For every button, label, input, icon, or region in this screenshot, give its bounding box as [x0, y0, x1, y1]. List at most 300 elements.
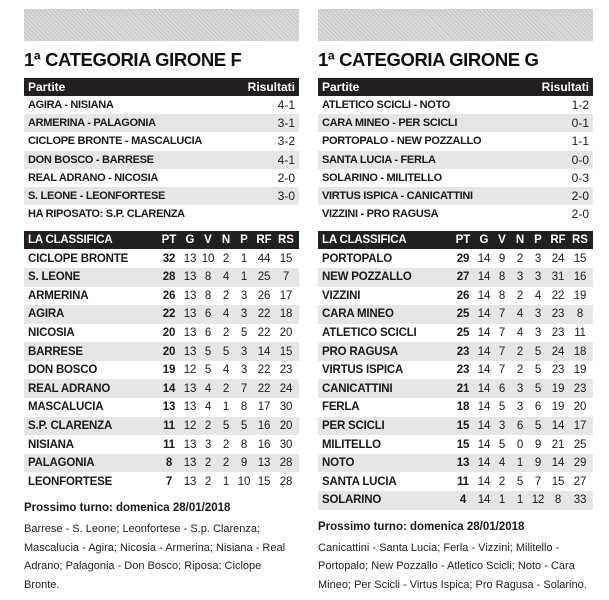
standings-table — [24, 249, 299, 491]
wins: 2 — [204, 475, 212, 488]
draws: 2 — [222, 382, 230, 395]
team-name: MASCALUCIA — [28, 401, 104, 414]
team-name: ATLETICO SCICLI — [322, 326, 417, 339]
result-row — [24, 96, 299, 114]
goals-for: 15 — [551, 475, 565, 488]
standings-header — [24, 231, 299, 249]
standings-table — [318, 249, 593, 509]
played: 14 — [477, 289, 491, 302]
wins: 1 — [498, 494, 506, 507]
standings-row — [318, 268, 593, 287]
goals-against: 7 — [282, 271, 290, 284]
points: 28 — [162, 271, 176, 284]
points: 8 — [165, 457, 173, 470]
draws: 2 — [516, 289, 524, 302]
standings-row — [24, 435, 299, 454]
losses: 1 — [240, 252, 248, 265]
result-row — [318, 96, 593, 114]
played: 14 — [477, 457, 491, 470]
team-name: BARRESE — [28, 345, 83, 358]
standings-row — [318, 361, 593, 380]
losses: 9 — [534, 457, 542, 470]
team-name: NICOSIA — [28, 326, 75, 339]
points: 25 — [456, 308, 470, 321]
goals-against: 11 — [574, 326, 586, 339]
goals-for: 22 — [257, 326, 271, 339]
team-name: PER SCICLI — [322, 419, 385, 432]
standings-row — [24, 249, 299, 268]
goals-against: 8 — [576, 308, 584, 321]
standings-row — [24, 361, 299, 380]
team-name: NEW POZZALLO — [322, 271, 412, 284]
goals-for: 23 — [551, 364, 565, 377]
result-row — [24, 169, 299, 187]
losses: 3 — [534, 252, 542, 265]
wins: 5 — [204, 364, 212, 377]
header-points: PT — [161, 234, 177, 247]
team-name: S. LEONE — [28, 271, 81, 284]
wins: 9 — [498, 252, 506, 265]
wins: 3 — [204, 438, 212, 451]
standings-row — [318, 417, 593, 436]
wins: 4 — [498, 457, 506, 470]
losses: 5 — [534, 345, 542, 358]
match-name: ARMERINA - PALAGONIA — [28, 117, 156, 130]
wins: 6 — [498, 382, 506, 395]
team-name: SOLARINO — [322, 494, 382, 507]
match-score: 1-1 — [571, 134, 589, 149]
draws: 3 — [516, 382, 524, 395]
header-wins: V — [498, 234, 506, 247]
played: 14 — [477, 271, 491, 284]
points: 13 — [162, 401, 176, 414]
standings-row — [318, 435, 593, 454]
draws: 0 — [516, 438, 524, 451]
points: 32 — [162, 252, 176, 265]
standings-row — [318, 249, 593, 268]
losses: 5 — [534, 419, 542, 432]
played: 14 — [477, 326, 491, 339]
wins: 2 — [498, 475, 506, 488]
match-name: VIZZINI - PRO RAGUSA — [322, 208, 439, 221]
points: 19 — [162, 364, 176, 377]
played: 14 — [477, 382, 491, 395]
match-name: SOLARINO - MILITELLO — [322, 171, 442, 184]
losses: 3 — [534, 326, 542, 339]
points: 11 — [163, 438, 175, 451]
wins: 4 — [204, 401, 212, 414]
draws: 5 — [516, 475, 524, 488]
match-score: 3-1 — [277, 116, 295, 131]
goals-for: 13 — [257, 457, 271, 470]
points: 21 — [456, 382, 470, 395]
losses: 1 — [240, 271, 248, 284]
goals-against: 25 — [573, 438, 587, 451]
match-name: S. LEONE - LEONFORTESE — [28, 190, 166, 203]
goals-for: 19 — [551, 401, 565, 414]
goals-for: 16 — [257, 438, 271, 451]
wins: 4 — [204, 382, 212, 395]
points: 23 — [456, 364, 470, 377]
draws: 1 — [222, 401, 230, 414]
points: 22 — [162, 308, 176, 321]
standings-row — [318, 287, 593, 306]
points: 11 — [163, 419, 175, 432]
result-row — [318, 187, 593, 205]
played: 14 — [477, 475, 491, 488]
next-round-title: Prossimo turno: domenica 28/01/2018 — [318, 520, 525, 533]
standings-row — [24, 305, 299, 324]
losses: 6 — [534, 401, 542, 414]
team-name: FERLA — [322, 401, 360, 414]
section-title: 1ª CATEGORIA GIRONE F — [24, 49, 242, 70]
match-name: ATLETICO SCICLI - NOTO — [322, 99, 451, 112]
standings-row — [24, 268, 299, 287]
team-name: REAL ADRANO — [28, 382, 111, 395]
draws: 1 — [516, 457, 524, 470]
goals-against: 23 — [573, 382, 587, 395]
match-name: DON BOSCO - BARRESE — [28, 153, 154, 166]
played: 13 — [183, 475, 197, 488]
match-score: 1-2 — [571, 98, 589, 113]
header-goals-against: RS — [572, 234, 588, 247]
played: 14 — [477, 494, 491, 507]
losses: 5 — [534, 364, 542, 377]
draws: 6 — [516, 419, 524, 432]
goals-against: 18 — [279, 308, 293, 321]
team-name: PALAGONIA — [28, 457, 95, 470]
wins: 8 — [204, 271, 212, 284]
header-goals-for: RF — [256, 234, 272, 247]
header-draws: N — [221, 234, 231, 247]
girone-g-column — [318, 9, 593, 594]
match-score: 2-0 — [571, 207, 589, 222]
standings-row — [24, 324, 299, 343]
header-losses: P — [534, 234, 542, 247]
goals-for: 26 — [257, 289, 271, 302]
header-team-name: LA CLASSIFICA — [322, 234, 407, 247]
result-row — [24, 187, 299, 205]
goals-against: 17 — [573, 419, 587, 432]
played: 14 — [477, 419, 491, 432]
goals-against: 24 — [279, 382, 293, 395]
standings-row — [318, 305, 593, 324]
wins: 6 — [204, 326, 212, 339]
standings-row — [318, 398, 593, 417]
results-header-matches: Partite — [322, 80, 360, 94]
wins: 7 — [498, 345, 506, 358]
goals-for: 24 — [551, 252, 565, 265]
losses: 8 — [240, 401, 248, 414]
rest-note-text: HA RIPOSATO: S.P. CLARENZA — [28, 208, 185, 221]
goals-for: 23 — [551, 308, 565, 321]
standings-row — [318, 491, 593, 510]
wins: 8 — [498, 271, 506, 284]
losses: 3 — [534, 271, 542, 284]
wins: 7 — [498, 364, 506, 377]
played: 13 — [183, 289, 197, 302]
header-team-name: LA CLASSIFICA — [28, 234, 113, 247]
played: 14 — [477, 401, 491, 414]
section-title: 1ª CATEGORIA GIRONE G — [318, 49, 539, 70]
points: 20 — [162, 326, 176, 339]
goals-for: 22 — [257, 382, 271, 395]
result-row — [318, 169, 593, 187]
team-name: PRO RAGUSA — [322, 345, 398, 358]
standings-row — [24, 454, 299, 473]
standings-row — [24, 379, 299, 398]
draws: 1 — [516, 494, 524, 507]
goals-against: 15 — [279, 345, 293, 358]
points: 18 — [456, 401, 470, 414]
result-row — [24, 114, 299, 132]
played: 13 — [183, 271, 197, 284]
wins: 7 — [498, 326, 506, 339]
match-name: CICLOPE BRONTE - MASCALUCIA — [28, 135, 203, 148]
match-score: 0-0 — [571, 152, 589, 167]
played: 12 — [183, 419, 197, 432]
header-played: G — [479, 234, 489, 247]
header-draws: N — [515, 234, 525, 247]
draws: 4 — [222, 308, 230, 321]
header-goals-for: RF — [550, 234, 566, 247]
goals-against: 19 — [573, 289, 587, 302]
losses: 3 — [534, 308, 542, 321]
losses: 12 — [531, 494, 545, 507]
results-list — [318, 96, 593, 223]
losses: 7 — [240, 382, 248, 395]
goals-against: 30 — [279, 401, 293, 414]
wins: 2 — [204, 457, 212, 470]
match-name: SANTA LUCIA - FERLA — [322, 153, 436, 166]
team-name: S.P. CLARENZA — [28, 419, 113, 432]
header-losses: P — [240, 234, 248, 247]
played: 14 — [477, 308, 491, 321]
team-name: VIZZINI — [322, 289, 361, 302]
goals-against: 30 — [279, 438, 293, 451]
next-round-text: Barrese - S. Leone; Leonfortese - S.p. Clarenza; Mascalucia - Agira; Nicosia - Armerina; Nisiana - Real Adrano; Palagonia - Don Bosco; Riposa: Ciclope Bronte. — [24, 523, 286, 591]
wins: 2 — [204, 419, 212, 432]
team-name: MILITELLO — [322, 438, 381, 451]
standings-row — [318, 454, 593, 473]
goals-against: 16 — [573, 271, 587, 284]
played: 14 — [477, 252, 491, 265]
losses: 5 — [240, 419, 248, 432]
played: 13 — [183, 457, 197, 470]
result-row — [318, 132, 593, 150]
team-name: CARA MINEO — [322, 308, 394, 321]
results-header — [318, 78, 593, 96]
losses: 7 — [534, 475, 542, 488]
results-header-results: Risultati — [247, 80, 295, 94]
points: 23 — [456, 345, 470, 358]
played: 13 — [183, 345, 197, 358]
losses: 5 — [534, 382, 542, 395]
wins: 5 — [498, 401, 506, 414]
goals-for: 14 — [551, 457, 565, 470]
draws: 2 — [222, 326, 230, 339]
losses: 5 — [240, 326, 248, 339]
result-row — [318, 205, 593, 223]
goals-against: 15 — [573, 252, 587, 265]
goals-for: 31 — [551, 271, 565, 284]
goals-against: 19 — [573, 364, 587, 377]
standings-row — [24, 287, 299, 306]
losses: 3 — [240, 345, 248, 358]
points: 20 — [162, 345, 176, 358]
points: 15 — [456, 419, 470, 432]
played: 13 — [183, 438, 197, 451]
draws: 5 — [222, 419, 230, 432]
points: 25 — [456, 326, 470, 339]
standings-row — [318, 324, 593, 343]
goals-against: 33 — [573, 494, 587, 507]
standings-row — [318, 342, 593, 361]
goals-for: 14 — [257, 345, 271, 358]
match-score: 3-0 — [277, 189, 295, 204]
match-score: 3-2 — [277, 134, 295, 149]
played: 14 — [477, 364, 491, 377]
losses: 3 — [240, 289, 248, 302]
wins: 3 — [498, 419, 506, 432]
results-list — [24, 96, 299, 223]
result-row — [24, 132, 299, 150]
match-name: AGIRA - NISIANA — [28, 99, 114, 112]
draws: 5 — [222, 345, 230, 358]
header-hatch-band — [24, 9, 299, 41]
team-name: PORTOPALO — [322, 252, 392, 265]
points: 15 — [456, 438, 470, 451]
draws: 3 — [516, 401, 524, 414]
points: 26 — [456, 289, 470, 302]
standings-row — [318, 472, 593, 491]
standings-row — [24, 342, 299, 361]
match-name: PORTOPALO - NEW POZZALLO — [322, 135, 482, 148]
header-played: G — [185, 234, 195, 247]
played: 13 — [183, 308, 197, 321]
result-row — [318, 114, 593, 132]
goals-against: 29 — [573, 457, 587, 470]
standings-row — [318, 379, 593, 398]
team-name: ARMERINA — [28, 289, 89, 302]
team-name: NISIANA — [28, 438, 74, 451]
team-name: AGIRA — [28, 308, 65, 321]
draws: 2 — [516, 364, 524, 377]
results-header — [24, 78, 299, 96]
draws: 4 — [222, 271, 230, 284]
goals-against: 20 — [279, 326, 293, 339]
draws: 2 — [222, 438, 230, 451]
goals-for: 25 — [257, 271, 271, 284]
match-score: 2-0 — [571, 189, 589, 204]
points: 4 — [459, 494, 467, 507]
wins: 5 — [498, 438, 506, 451]
played: 13 — [183, 326, 197, 339]
match-score: 0-1 — [571, 116, 589, 131]
played: 13 — [183, 382, 197, 395]
wins: 5 — [204, 345, 212, 358]
team-name: NOTO — [322, 457, 355, 470]
wins: 7 — [498, 308, 506, 321]
losses: 8 — [240, 438, 248, 451]
draws: 2 — [516, 252, 524, 265]
played: 13 — [183, 252, 197, 265]
match-name: CARA MINEO - PER SCICLI — [322, 117, 458, 130]
goals-against: 20 — [279, 419, 293, 432]
team-name: DON BOSCO — [28, 364, 98, 377]
team-name: SANTA LUCIA — [322, 475, 397, 488]
losses: 3 — [240, 364, 248, 377]
points: 13 — [456, 457, 470, 470]
draws: 2 — [222, 457, 230, 470]
standings-row — [24, 472, 299, 491]
draws: 2 — [516, 345, 524, 358]
goals-for: 24 — [551, 345, 565, 358]
header-wins: V — [204, 234, 212, 247]
goals-for: 8 — [554, 494, 562, 507]
team-name: CANICATTINI — [322, 382, 393, 395]
draws: 4 — [516, 326, 524, 339]
team-name: CICLOPE BRONTE — [28, 252, 129, 265]
played: 14 — [477, 438, 491, 451]
points: 29 — [456, 252, 470, 265]
goals-for: 23 — [551, 326, 565, 339]
losses: 10 — [237, 475, 251, 488]
goals-against: 23 — [279, 364, 293, 377]
match-name: REAL ADRANO - NICOSIA — [28, 171, 158, 184]
goals-for: 15 — [257, 475, 271, 488]
next-round-text: Canicattini - Santa Lucia; Ferla - Vizzini; Militello - Portopalo; New Pozzallo - Atletico Scicli; Noto - Cara Mineo; Per Scicli - Virtus Ispica; Pro Ragusa - Solarino. — [318, 541, 587, 591]
wins: 8 — [204, 289, 212, 302]
results-header-results: Risultati — [541, 80, 589, 94]
result-row — [24, 151, 299, 169]
draws: 4 — [516, 308, 524, 321]
points: 14 — [162, 382, 176, 395]
match-score: 4-1 — [277, 98, 295, 113]
standings-header — [318, 231, 593, 249]
result-row — [318, 151, 593, 169]
next-round-title: Prossimo turno: domenica 28/01/2018 — [24, 502, 231, 515]
goals-for: 22 — [257, 308, 271, 321]
girone-f-column — [24, 9, 299, 594]
draws: 3 — [516, 271, 524, 284]
wins: 10 — [201, 252, 215, 265]
wins: 8 — [498, 289, 506, 302]
header-hatch-band — [318, 9, 593, 41]
goals-against: 28 — [279, 457, 293, 470]
losses: 4 — [534, 289, 542, 302]
goals-against: 18 — [573, 345, 587, 358]
draws: 1 — [222, 475, 230, 488]
standings-row — [24, 398, 299, 417]
header-goals-against: RS — [278, 234, 294, 247]
points: 7 — [165, 475, 173, 488]
played: 14 — [477, 345, 491, 358]
goals-for: 17 — [257, 401, 271, 414]
goals-against: 20 — [573, 401, 587, 414]
match-name: VIRTUS ISPICA - CANICATTINI — [322, 190, 473, 203]
draws: 4 — [222, 364, 230, 377]
team-name: LEONFORTESE — [28, 475, 113, 488]
losses: 3 — [240, 308, 248, 321]
goals-for: 22 — [551, 289, 565, 302]
header-points: PT — [455, 234, 471, 247]
wins: 6 — [204, 308, 212, 321]
goals-against: 27 — [573, 475, 587, 488]
losses: 9 — [240, 457, 248, 470]
goals-for: 19 — [551, 382, 565, 395]
goals-against: 17 — [279, 289, 293, 302]
